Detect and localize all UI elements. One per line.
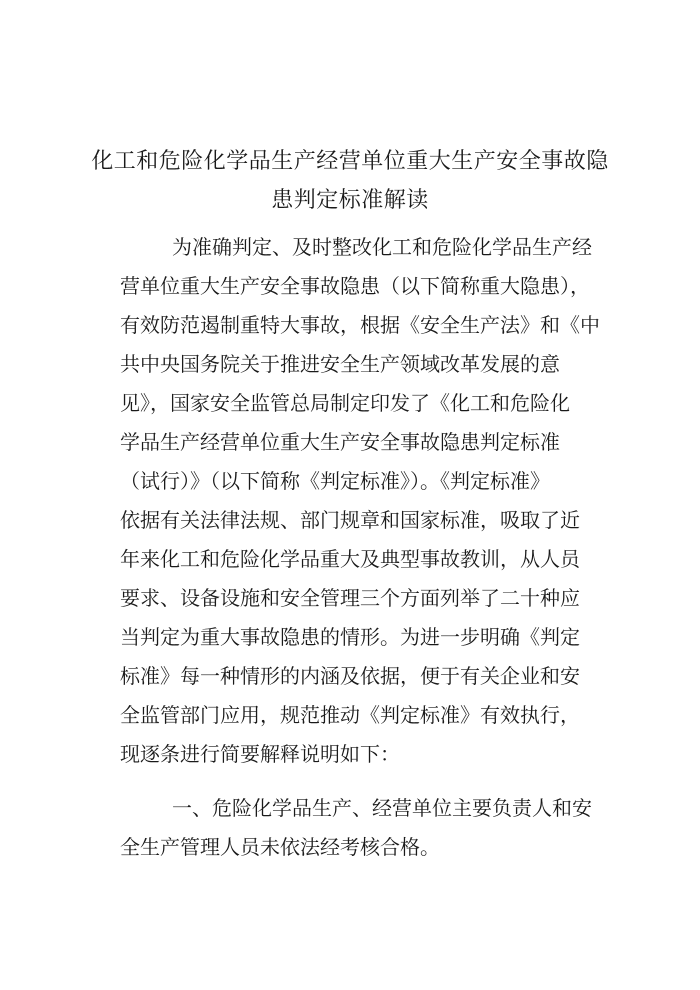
document-title-line-1: 化工和危险化学品生产经营单位重大生产安全事故隐: [91, 149, 609, 174]
intro-line-6: 学品生产经营单位重大生产安全事故隐患判定标准: [120, 430, 560, 454]
intro-line-5: 见》，国家安全监管总局制定印发了《化工和危险化: [120, 391, 570, 415]
document-title-line-2: 患判定标准解读: [271, 188, 429, 213]
intro-line-13: 全监管部门应用，规范推动《判定标准》有效执行，: [120, 703, 580, 727]
intro-line-9: 年来化工和危险化学品重大及典型事故教训，从人员: [120, 547, 580, 571]
intro-line-12: 标准》每一种情形的内涵及依据，便于有关企业和安: [120, 664, 580, 688]
intro-line-14: 现逐条进行简要解释说明如下：: [120, 742, 400, 766]
intro-line-8: 依据有关法律法规、部门规章和国家标准，吸取了近: [120, 508, 580, 532]
item-1-line-1: 一、危险化学品生产、经营单位主要负责人和安: [172, 796, 592, 820]
intro-line-4: 共中央国务院关于推进安全生产领域改革发展的意: [120, 352, 560, 376]
intro-line-3: 有效防范遏制重特大事故，根据《安全生产法》和《中: [120, 313, 600, 337]
intro-line-11: 当判定为重大事故隐患的情形。为进一步明确《判定: [120, 625, 580, 649]
intro-line-7: （试行）》（以下简称《判定标准》）。《判定标准》: [120, 469, 550, 493]
intro-line-2: 营单位重大生产安全事故隐患（以下简称重大隐患），: [120, 274, 590, 298]
intro-line-1: 为准确判定、及时整改化工和危险化学品生产经: [172, 235, 592, 259]
item-1-line-2: 全生产管理人员未依法经考核合格。: [120, 835, 440, 859]
intro-line-10: 要求、设备设施和安全管理三个方面列举了二十种应: [120, 586, 580, 610]
